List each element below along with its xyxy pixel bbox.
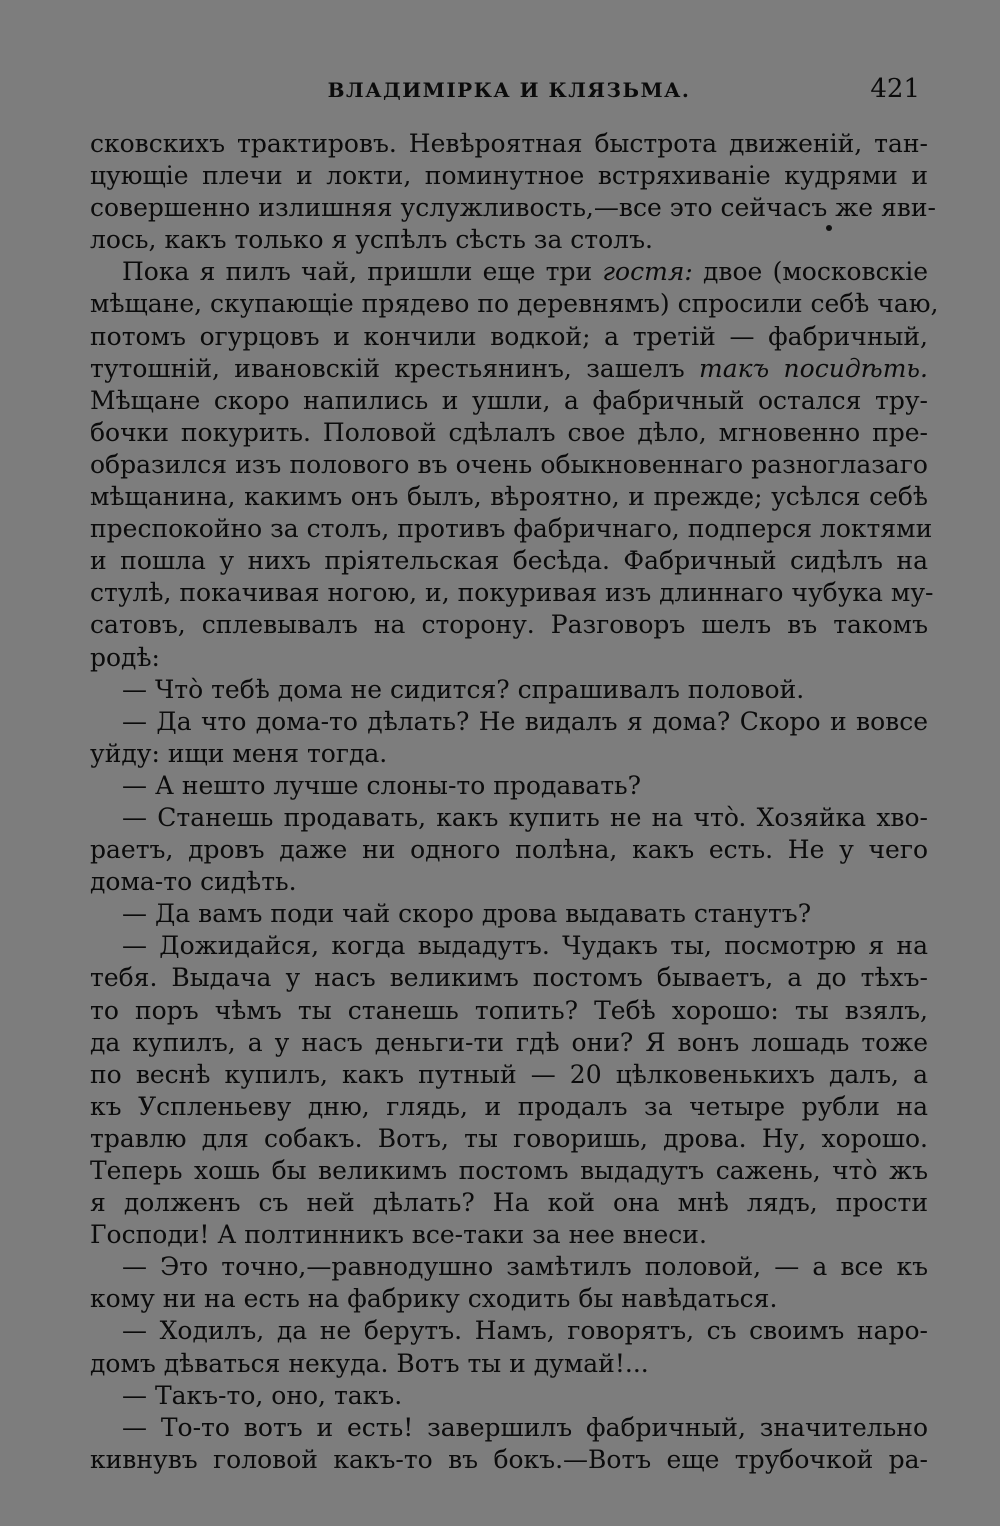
text-line: да купилъ, а у насъ деньги-ти гдѣ они? Я вонъ лошадь тоже: [90, 1027, 928, 1057]
dialogue-line: — Станешь продавать, какъ купить не на чтò. Хозяйка хво-: [122, 802, 928, 832]
text-fragment: Пока я пилъ чай, пришли еще три: [122, 257, 593, 287]
body-text: [90, 128, 939, 1476]
page-number: 421: [870, 74, 920, 104]
text-line: мѣщане, скупающіе прядево по деревнямъ) спросили себѣ чаю,: [90, 289, 939, 319]
text-line: и пошла у нихъ пріятельская бесѣда. Фабричный сидѣлъ на: [90, 546, 928, 576]
running-title: ВЛАДИМІРКА И КЛЯЗЬМА.: [327, 78, 691, 102]
dialogue-line: — Это точно,—равнодушно замѣтилъ половой, — а все къ: [122, 1252, 928, 1282]
text-line: раетъ, дровъ даже ни одного полѣна, какъ есть. Не у чего: [90, 835, 928, 865]
text-line: уйду: ищи меня тогда.: [90, 738, 388, 768]
text-line: цующіе плечи и локти, поминутное встряхиваніе кудрями и: [90, 161, 928, 191]
text-line-guests: [90, 256, 928, 288]
italic-phrase: такъ посидѣть.: [698, 353, 928, 383]
text-line: родѣ:: [90, 642, 160, 672]
text-line: кивнувъ головой какъ-то въ бокъ.—Вотъ еще трубочкой ра-: [90, 1444, 928, 1474]
dialogue-line: — А нешто лучше слоны-то продавать?: [122, 770, 642, 800]
text-line: Господи! А полтинникъ все-таки за нее внеси.: [90, 1220, 707, 1250]
text-line: сковскихъ трактировъ. Невѣроятная быстрота движеній, тан-: [90, 129, 928, 158]
dialogue-line: — Дожидайся, когда выдадутъ. Чудакъ ты, посмотрю я на: [122, 931, 928, 961]
text-line: сатовъ, сплевывалъ на сторону. Разговоръ шелъ въ такомъ: [90, 610, 928, 640]
text-line: потомъ огурцовъ и кончили водкой; а третій — фабричный,: [90, 321, 928, 351]
text-line: домъ дѣваться некуда. Вотъ ты и думай!...: [90, 1348, 649, 1378]
dialogue-line: — То-то вотъ и есть! завершилъ фабричный, значительно: [122, 1412, 928, 1442]
dialogue-line: — Такъ-то, оно, такъ.: [122, 1380, 403, 1410]
text-line: кому ни на есть на фабрику сходить бы навѣдаться.: [90, 1284, 778, 1314]
text-line: бочки покурить. Половой сдѣлалъ свое дѣло, мгновенно пре-: [90, 417, 928, 447]
text-fragment: двое (московскіе: [692, 257, 929, 287]
dialogue-line: — Да вамъ поди чай скоро дрова выдавать станутъ?: [122, 899, 812, 929]
text-line: стулѣ, покачивая ногою, и, покуривая изъ длиннаго чубука му-: [90, 578, 934, 608]
dialogue-line: — Да что дома-то дѣлать? Не видалъ я дома? Скоро и вовсе: [122, 706, 928, 736]
text-line-sit: [90, 353, 928, 385]
text-line: тебя. Выдача у насъ великимъ постомъ бываетъ, а до тѣхъ-: [90, 963, 928, 993]
text-line: совершенно излишняя услужливость,—все это сейчасъ же яви-: [90, 193, 936, 223]
text-line: Мѣщане скоро напились и ушли, а фабричный остался тру-: [90, 385, 928, 415]
dialogue-line: — Чтò тебѣ дома не сидится? спрашивалъ половой.: [122, 674, 805, 704]
dialogue-line: — Ходилъ, да не берутъ. Намъ, говорятъ, съ своимъ наро-: [122, 1316, 928, 1346]
text-line: мѣщанина, какимъ онъ былъ, вѣроятно, и прежде; усѣлся себѣ: [90, 482, 928, 512]
text-line: образился изъ полового въ очень обыкновеннаго разноглазаго: [90, 449, 928, 479]
text-line: дома-то сидѣть.: [90, 867, 297, 897]
text-fragment: тутошній, ивановскій крестьянинъ, зашелъ: [90, 353, 685, 383]
text-line: то поръ чѣмъ ты станешь топить? Тебѣ хорошо: ты взялъ,: [90, 995, 928, 1025]
running-head: [88, 74, 930, 110]
text-line: къ Успленьеву дню, глядь, и продалъ за четыре рубли на: [90, 1091, 928, 1121]
text-line: Теперь хошь бы великимъ постомъ выдадутъ сажень, чтò жъ: [90, 1156, 928, 1185]
text-line: я долженъ съ ней дѣлать? На кой она мнѣ лядъ, прости: [90, 1188, 928, 1218]
text-line: травлю для собакъ. Вотъ, ты говоришь, дрова. Ну, хорошо.: [90, 1123, 928, 1153]
text-line: преспокойно за столъ, противъ фабричнаго, подперся локтями: [90, 514, 933, 544]
text-line: по веснѣ купилъ, какъ путный — 20 цѣлковенькихъ далъ, а: [90, 1059, 928, 1089]
italic-word: гостя:: [602, 257, 693, 287]
text-line: лось, какъ только я успѣлъ сѣсть за столъ.: [90, 225, 653, 255]
